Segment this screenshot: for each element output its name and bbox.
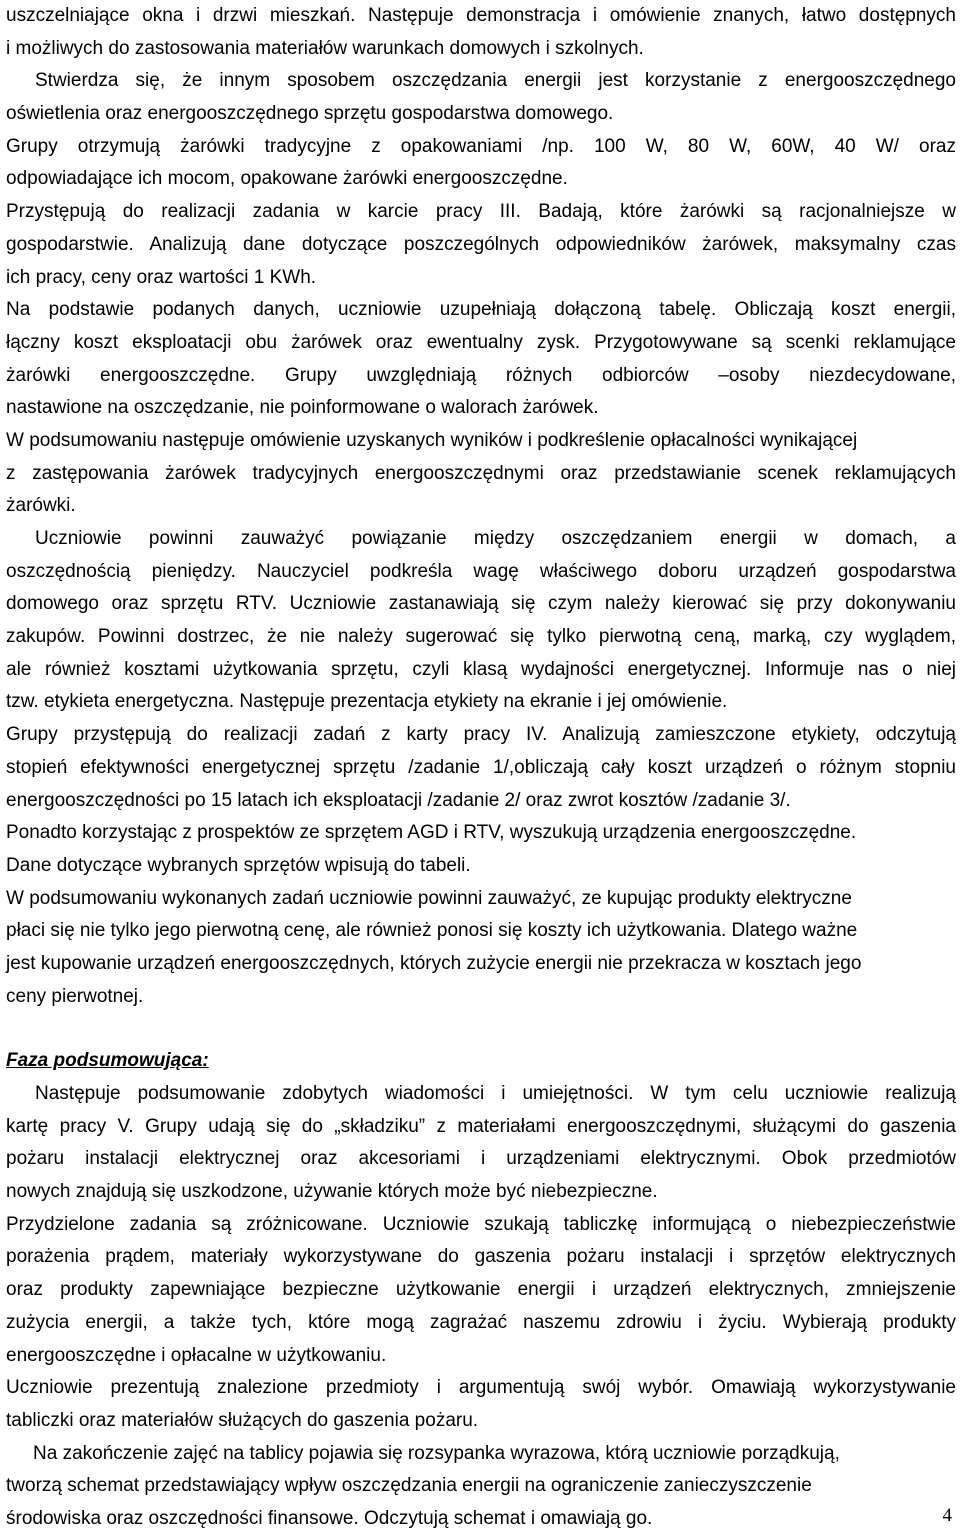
text-line: oświetlenia oraz energooszczędnego sprzętu gospodarstwa domowego.	[6, 103, 614, 125]
text-line: oraz produkty zapewniające bezpieczne użytkowanie energii i urządzeń elektrycznych, zmniejszenie	[6, 1279, 956, 1301]
text-line: tabliczki oraz materiałów służących do gaszenia pożaru.	[6, 1409, 479, 1431]
text-line: ale również kosztami użytkowania sprzętu, czyli klasą wydajności energetycznej. Informuje nas o niej	[6, 658, 956, 680]
text-line: zużycia energii, a także tych, które mogą zagrażać naszemu zdrowiu i życiu. Wybierają produkty	[6, 1311, 956, 1333]
text-line: Przystępują do realizacji zadania w karcie pracy III. Badają, które żarówki są racjonalniejsze w	[6, 201, 956, 223]
text-line: łączny koszt eksploatacji obu żarówek oraz ewentualny zysk. Przygotowywane są scenki reklamujące	[6, 331, 956, 353]
text-line: Uczniowie powinni zauważyć powiązanie między oszczędzaniem energii w domach, a	[35, 528, 956, 549]
text-line: ich pracy, ceny oraz wartości 1 KWh.	[6, 266, 317, 288]
text-line: Grupy przystępują do realizacji zadań z karty pracy IV. Analizują zamieszczone etykiety, odczytują	[6, 724, 956, 746]
text-line: tworzą schemat przedstawiający wpływ oszczędzania energii na ograniczenie zanieczyszczenie	[6, 1475, 812, 1497]
text-line: środowiska oraz oszczędności finansowe. Odczytują schemat i omawiają go.	[6, 1507, 653, 1529]
paragraph-gap	[6, 1013, 956, 1045]
text-line: pożaru instalacji elektrycznej oraz akcesoriami i urządzeniami elektrycznymi. Obok przedmiotów	[6, 1148, 956, 1170]
text-line: uszczelniające okna i drzwi mieszkań. Następuje demonstracja i omówienie znanych, łatwo dostępnych	[6, 5, 956, 26]
text-line: stopień efektywności energetycznej sprzętu /zadanie 1/,obliczają cały koszt urządzeń o różnym stopniu	[6, 756, 956, 778]
text-line: Na podstawie podanych danych, uczniowie uzupełniają dołączoną tabelę. Obliczają koszt energii,	[6, 299, 956, 321]
text-line: z zastępowania żarówek tradycyjnych energooszczędnymi oraz przedstawianie scenek reklamujących	[6, 462, 956, 484]
text-line: Następuje podsumowanie zdobytych wiadomości i umiejętności. W tym celu uczniowie realizują	[35, 1083, 956, 1104]
text-line: jest kupowanie urządzeń energooszczędnych, których zużycie energii nie przekracza w kosztach jego	[6, 952, 862, 974]
text-line: energooszczędności po 15 latach ich eksploatacji /zadanie 2/ oraz zwrot kosztów /zadanie 3/.	[6, 789, 791, 811]
text-line: oszczędnością pieniędzy. Nauczyciel podkreśla wagę właściwego doboru urządzeń gospodarstwa	[6, 560, 956, 582]
text-line: Dane dotyczące wybranych sprzętów wpisują do tabeli.	[6, 854, 471, 876]
text-line: domowego oraz sprzętu RTV. Uczniowie zastanawiają się czym należy kierować się przy dokonywaniu	[6, 593, 956, 615]
text-line: porażenia prądem, materiały wykorzystywane do gaszenia pożaru instalacji i sprzętów elektrycznych	[6, 1246, 956, 1268]
text-line: płaci się nie tylko jego pierwotną cenę, ale również ponosi się koszty ich użytkowania. Dlatego ważne	[6, 920, 858, 942]
text-line: zakupów. Powinni dostrzec, że nie należy sugerować się tylko pierwotną ceną, marką, czy wyglądem,	[6, 626, 956, 648]
text-line: gospodarstwie. Analizują dane dotyczące poszczególnych odpowiedników żarówek, maksymalny czas	[6, 233, 956, 255]
text-line: energooszczędne i opłacalne w użytkowaniu.	[6, 1344, 387, 1366]
section-heading: Faza podsumowująca:	[6, 1050, 209, 1072]
document-page	[6, 0, 956, 1536]
text-line: i możliwych do zastosowania materiałów warunkach domowych i szkolnych.	[6, 37, 644, 59]
text-line: nowych znajdują się uszkodzone, używanie których może być niebezpieczne.	[6, 1181, 658, 1203]
text-line: W podsumowaniu następuje omówienie uzyskanych wyników i podkreślenie opłacalności wynikającej	[6, 429, 858, 451]
text-line: Na zakończenie zajęć na tablicy pojawia się rozsypanka wyrazowa, którą uczniowie porządkują,	[33, 1442, 840, 1464]
text-line: odpowiadające ich mocom, opakowane żarówki energooszczędne.	[6, 168, 568, 190]
text-line: nastawione na oszczędzanie, nie poinformowane o walorach żarówek.	[6, 397, 599, 419]
text-line: Uczniowie prezentują znalezione przedmioty i argumentują swój wybór. Omawiają wykorzystywanie	[6, 1377, 956, 1399]
text-line: Ponadto korzystając z prospektów ze sprzętem AGD i RTV, wyszukują urządzenia energooszczędne.	[6, 822, 857, 844]
text-line: Przydzielone zadania są zróżnicowane. Uczniowie szukają tabliczkę informującą o niebezpieczeństwie	[6, 1213, 956, 1235]
text-line: żarówki.	[6, 495, 76, 517]
text-line: W podsumowaniu wykonanych zadań uczniowie powinni zauważyć, ze kupując produkty elektryczne	[6, 887, 852, 909]
text-line: Grupy otrzymują żarówki tradycyjne z opakowaniami /np. 100 W, 80 W, 60W, 40 W/ oraz	[6, 135, 956, 157]
text-line: żarówki energooszczędne. Grupy uwzględniają różnych odbiorców –osoby niezdecydowane,	[6, 364, 956, 386]
text-line: ceny pierwotnej.	[6, 985, 144, 1007]
page-number: 4	[942, 1505, 952, 1526]
text-line: Stwierdza się, że innym sposobem oszczędzania energii jest korzystanie z energooszczędnego	[35, 70, 956, 92]
text-line: tzw. etykieta energetyczna. Następuje prezentacja etykiety na ekranie i jej omówienie.	[6, 691, 728, 713]
text-line: kartę pracy V. Grupy udają się do „składziku” z materiałami energooszczędnymi, służącymi do gaszenia	[6, 1115, 956, 1137]
